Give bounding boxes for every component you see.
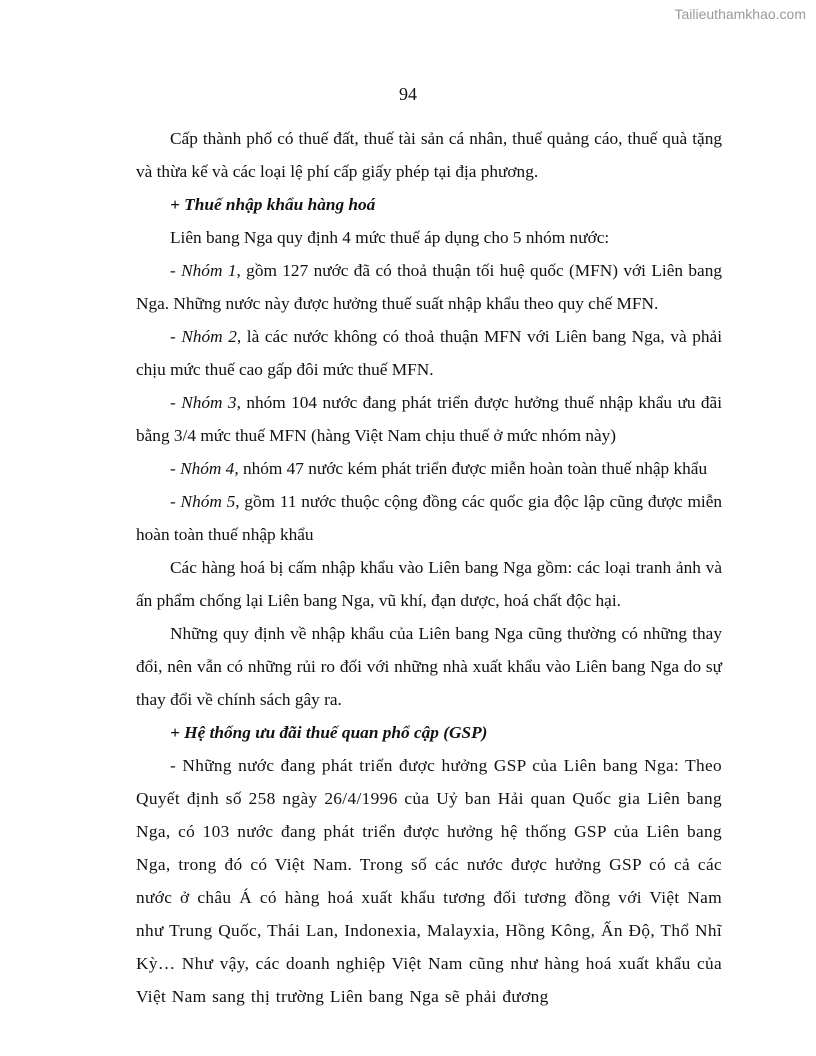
paragraph-import-regulation-changes: Những quy định về nhập khẩu của Liên bang Nga cũng thường có những thay đổi, nên vẫn có những rủi ro đối với những nhà xuất khẩu vào Liên bang Nga do sự thay đổi về chính sách gây ra.: [136, 624, 722, 709]
paragraph-city-taxes: Cấp thành phố có thuế đất, thuế tài sản cá nhân, thuế quảng cáo, thuế quà tặng và thừa kế và các loại lệ phí cấp giấy phép tại địa phương.: [136, 129, 722, 181]
paragraph-tax-levels: Liên bang Nga quy định 4 mức thuế áp dụng cho 5 nhóm nước:: [170, 228, 610, 247]
document-body: [136, 122, 722, 1013]
heading-gsp: + Hệ thống ưu đãi thuế quan phổ cập (GSP): [170, 723, 488, 742]
heading-import-tax: + Thuế nhập khẩu hàng hoá: [170, 195, 376, 214]
group-1-text: , gồm 127 nước đã có thoả thuận tối huệ quốc (MFN) với Liên bang Nga. Những nước này được hưởng thuế suất nhập khẩu theo quy chế MFN.: [136, 261, 722, 313]
paragraph-group-5: [136, 485, 722, 551]
group-3-text: , nhóm 104 nước đang phát triển được hưởng thuế nhập khẩu ưu đãi bằng 3/4 mức thuế MFN (hàng Việt Nam chịu thuế ở mức nhóm này): [136, 393, 723, 445]
paragraph-group-2: [136, 320, 722, 386]
group-4-label: Nhóm 4: [180, 459, 235, 478]
group-5-label: Nhóm 5: [180, 492, 236, 511]
group-2-label: Nhóm 2: [181, 327, 237, 346]
paragraph-group-4: [136, 452, 722, 485]
group-1-prefix: -: [170, 261, 182, 280]
group-3-prefix: -: [170, 393, 182, 412]
paragraph-group-3: [136, 386, 722, 452]
watermark: Tailieuthamkhao.com: [674, 6, 806, 22]
group-4-text: , nhóm 47 nước kém phát triển được miễn hoàn toàn thuế nhập khẩu: [234, 459, 708, 478]
paragraph-banned-goods: Các hàng hoá bị cấm nhập khẩu vào Liên bang Nga gồm: các loại tranh ảnh và ấn phẩm chống lại Liên bang Nga, vũ khí, đạn dược, hoá chất độc hại.: [136, 558, 722, 610]
paragraph-gsp-countries: - Những nước đang phát triển được hưởng GSP của Liên bang Nga: Theo Quyết định số 258 ngày 26/4/1996 của Uỷ ban Hải quan Quốc gia Liên bang Nga, có 103 nước đang phát triển được hưởng hệ thống GSP của Liên bang Nga, trong đó có Việt Nam. Trong số các nước được hưởng GSP có cả các nước ở châu Á có hàng hoá xuất khẩu tương đối tương đồng với Việt Nam như Trung Quốc, Thái Lan, Indonexia, Malayxia, Hồng Kông, Ấn Độ, Thổ Nhĩ Kỳ… Như vậy, các doanh nghiệp Việt Nam cũng như hàng hoá xuất khẩu của Việt Nam sang thị trường Liên bang Nga sẽ phải đương: [136, 756, 722, 1006]
group-5-text: , gồm 11 nước thuộc cộng đồng các quốc gia độc lập cũng được miễn hoàn toàn thuế nhập khẩu: [136, 492, 723, 544]
group-2-text: , là các nước không có thoả thuận MFN với Liên bang Nga, và phải chịu mức thuế cao gấp đôi mức thuế MFN.: [136, 327, 722, 379]
group-1-label: Nhóm 1: [181, 261, 237, 280]
group-3-label: Nhóm 3: [181, 393, 237, 412]
group-5-prefix: -: [170, 492, 181, 511]
group-2-prefix: -: [170, 327, 182, 346]
paragraph-group-1: [136, 254, 722, 320]
group-4-prefix: -: [170, 459, 181, 478]
page-number: 94: [399, 84, 417, 104]
